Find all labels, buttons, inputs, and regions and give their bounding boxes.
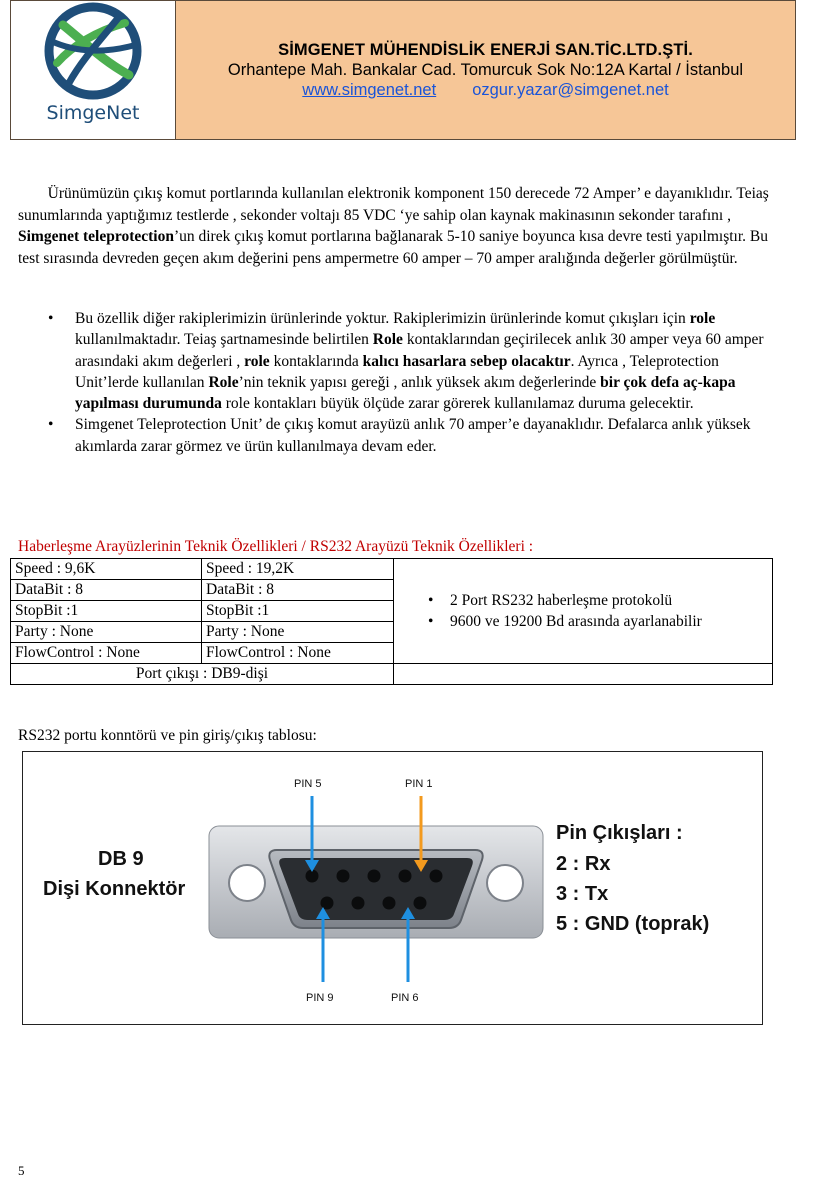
table-cell: StopBit :1 — [11, 601, 202, 622]
rs232-caption: RS232 portu konntörü ve pin giriş/çıkış tablosu: — [18, 727, 317, 744]
globe-logo-icon — [11, 1, 176, 101]
port-cell: Port çıkışı : DB9-dişi — [11, 664, 394, 685]
pin6-label: PIN 6 — [391, 992, 419, 1004]
list-item — [18, 414, 778, 457]
pin6-arrow — [401, 907, 415, 982]
pins-header: Pin Çıkışları : — [556, 822, 683, 844]
table-cell: Party : None — [202, 622, 394, 643]
bullet-icon: • — [48, 416, 54, 434]
table-cell: StopBit :1 — [202, 601, 394, 622]
bullet-text: Simgenet Teleprotection Unit’ de çıkış komut arayüzü anlık 70 amper’e dayanaklıdır. Defalarca anlık yüksek akımlarda zarar görmez ve ürün kullanılmaya devam eder. — [75, 416, 751, 455]
list-item: • Bu özellik diğer rakiplerimizin ürünlerinde yoktur. Rakiplerimizin ürünlerinde komut çıkışları için role kullanılmaktadır. Teiaş şartnamesinde belirtilen Role kontaklarından geçirilecek anlık 30 amper veya 60 amper arasındaki akım değerleri , role kontaklarında kalıcı hasarlara sebep olacaktır. Ayrıca , Teleprotection Unit’lerde kullanılan Role’nin teknik yapısı gereği , anlık yüksek akım değerlerinde bir çok defa aç-kapa yapılması durumunda role kontakları büyük ölçüde zarar görerek kullanılamaz duruma gelecektir. — [48, 310, 764, 413]
bullet-icon: • — [48, 310, 54, 327]
company-address: Orhantepe Mah. Bankalar Cad. Tomurcuk Sok No:12A Kartal / İstanbul — [227, 61, 744, 79]
pin-tx: 3 : Tx — [556, 883, 609, 905]
website-link[interactable]: www.simgenet.net — [302, 81, 437, 99]
logo — [11, 1, 176, 139]
table-cell: Speed : 9,6K — [11, 559, 202, 580]
pin9-arrow — [316, 907, 330, 982]
table-cell: Party : None — [11, 622, 202, 643]
logo-text: SimgeNet — [46, 102, 140, 124]
rs232-spec-table — [10, 558, 773, 685]
spec-notes — [394, 559, 773, 664]
table-cell-empty — [394, 664, 773, 685]
list-item: • 2 Port RS232 haberleşme protokolü — [428, 592, 673, 609]
pin-rx: 2 : Rx — [556, 853, 611, 875]
intro-paragraph — [18, 183, 788, 269]
intro-text-2: ’un direk çıkış komut portlarına bağlanarak 5-10 saniye boyunca kısa devre testi yapılmıştır. Bu test sırasında devreden geçen akım değerini pens ampermetre 60 amper – 70 amper aralığında değerler görülmüştür. — [18, 228, 768, 267]
intro-text-1: Ürünümüzün çıkış komut portlarında kullanılan elektronik komponent 150 derecede 72 Amper’ e dayanıklıdır. Teiaş sunumlarında yaptığımız testlerde , sekonder voltajı 85 VDC ‘ye sahip olan kaynak makinasının sekonder tarafını , — [18, 185, 769, 224]
table-cell: FlowControl : None — [202, 643, 394, 664]
pin5-label: PIN 5 — [294, 778, 322, 790]
bullet-icon: • — [428, 613, 434, 630]
table-row — [11, 664, 773, 685]
letterhead — [10, 0, 796, 140]
email-link[interactable]: ozgur.yazar@simgenet.net — [472, 81, 669, 99]
db9-connector-figure — [22, 751, 763, 1025]
company-info — [176, 1, 795, 139]
connector-subtitle: Dişi Konnektör — [43, 878, 186, 900]
table-cell: FlowControl : None — [11, 643, 202, 664]
section-title: Haberleşme Arayüzlerinin Teknik Özellikleri / RS232 Arayüzü Teknik Özellikleri : — [18, 538, 534, 555]
pin-gnd: 5 : GND (toprak) — [556, 913, 710, 935]
page-number: 5 — [18, 1163, 25, 1178]
table-cell: DataBit : 8 — [11, 580, 202, 601]
table-row — [11, 559, 773, 580]
pin9-label: PIN 9 — [306, 992, 334, 1004]
bullet-list — [18, 308, 778, 457]
table-cell: DataBit : 8 — [202, 580, 394, 601]
bullet-icon: • — [428, 592, 434, 609]
connector-title: DB 9 — [98, 848, 144, 870]
pin1-label: PIN 1 — [405, 778, 433, 790]
company-contacts — [302, 81, 668, 100]
list-item: • 9600 ve 19200 Bd arasında ayarlanabilir — [428, 613, 702, 630]
table-cell: Speed : 19,2K — [202, 559, 394, 580]
company-name: SİMGENET MÜHENDİSLİK ENERJİ SAN.TİC.LTD.ŞTİ. — [278, 41, 693, 59]
intro-bold: Simgenet teleprotection — [18, 228, 174, 245]
